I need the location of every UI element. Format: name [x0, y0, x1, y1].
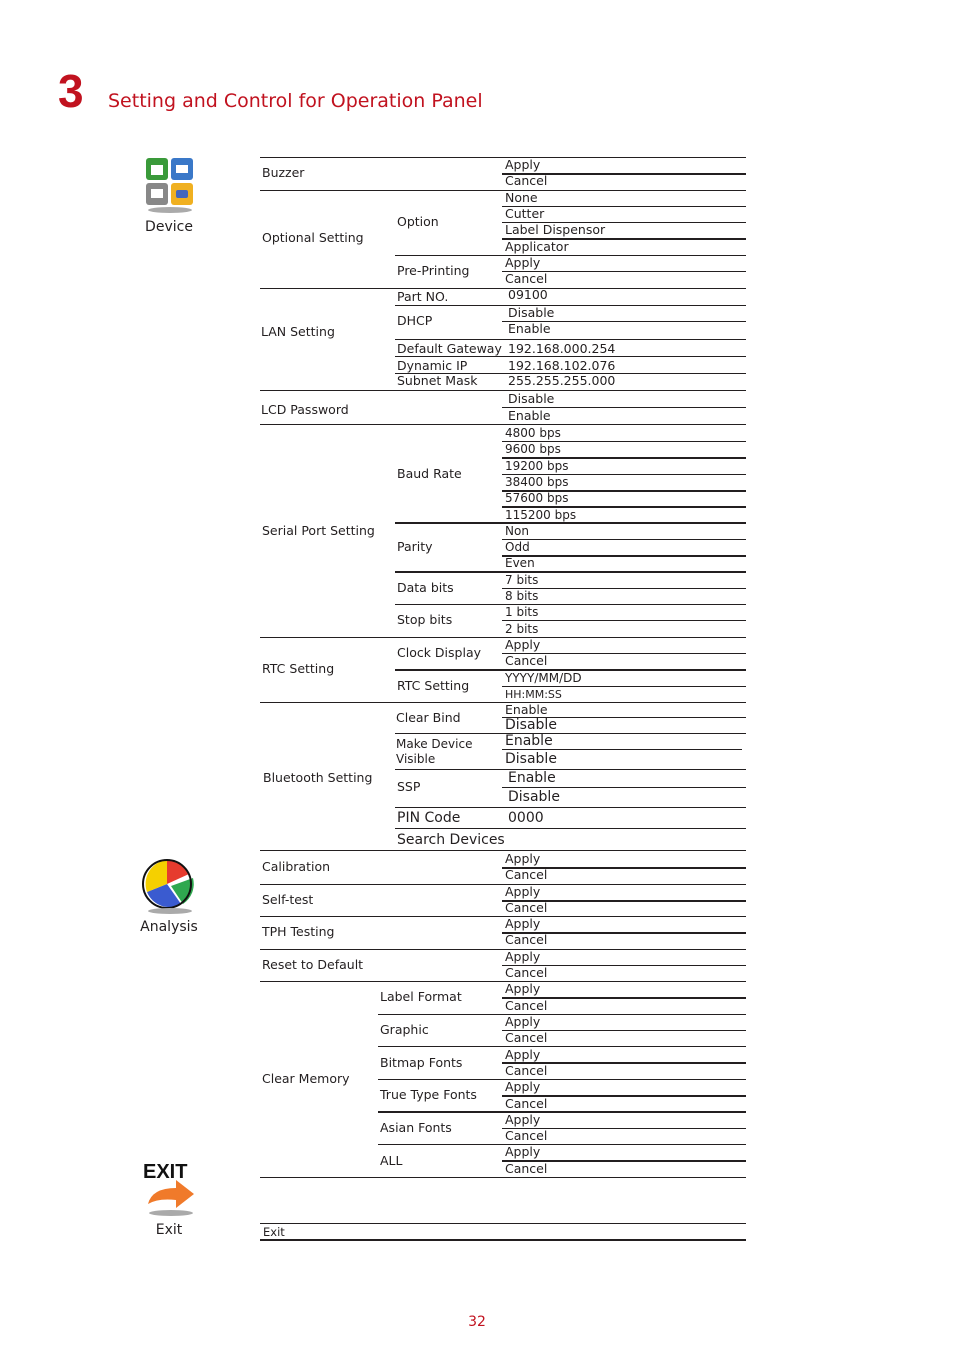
graphic-cancel[interactable]: Cancel [505, 1030, 548, 1045]
stop-bits-label: Stop bits [397, 612, 453, 627]
dhcp-enable[interactable]: Enable [508, 321, 551, 336]
device-icon [145, 157, 195, 213]
stop-2bits[interactable]: 2 bits [505, 622, 539, 636]
label-format-cancel[interactable]: Cancel [505, 998, 548, 1013]
pin-code-label: PIN Code [397, 810, 461, 826]
preprinting-cancel[interactable]: Cancel [505, 271, 548, 286]
baud-rate-label: Baud Rate [397, 466, 462, 481]
subnet-mask-label: Subnet Mask [397, 373, 478, 388]
baud-19200[interactable]: 19200 bps [505, 459, 569, 473]
dynamic-ip-value: 192.168.102.076 [508, 358, 616, 373]
rtc-setting-label: RTC Setting [262, 661, 335, 676]
dynamic-ip-label: Dynamic IP [397, 358, 468, 373]
all-apply[interactable]: Apply [505, 1144, 541, 1159]
asian-cancel[interactable]: Cancel [505, 1128, 548, 1143]
reset-cancel[interactable]: Cancel [505, 965, 548, 980]
clear-bind-enable[interactable]: Enable [505, 702, 548, 717]
reset-apply[interactable]: Apply [505, 949, 541, 964]
tph-testing-label: TPH Testing [262, 924, 335, 939]
clock-display-label: Clock Display [397, 645, 482, 660]
buzzer-cancel[interactable]: Cancel [505, 173, 548, 188]
exit-label: Exit [155, 1222, 183, 1238]
chapter-title: Setting and Control for Operation Panel [108, 90, 483, 112]
asian-apply[interactable]: Apply [505, 1112, 541, 1127]
pin-code-value: 0000 [508, 810, 544, 826]
reset-default-label: Reset to Default [262, 957, 364, 972]
clear-bind-label: Clear Bind [396, 710, 461, 725]
dhcp-disable[interactable]: Disable [508, 305, 555, 320]
clear-bind-disable[interactable]: Disable [505, 717, 557, 733]
visible-disable[interactable]: Disable [505, 751, 557, 767]
exit-sign-text: EXIT [143, 1161, 188, 1183]
tph-cancel[interactable]: Cancel [505, 932, 548, 947]
lcd-enable[interactable]: Enable [508, 408, 551, 423]
baud-38400[interactable]: 38400 bps [505, 475, 569, 489]
label-format-apply[interactable]: Apply [505, 981, 541, 996]
buzzer-apply[interactable]: Apply [505, 157, 541, 172]
ssp-enable[interactable]: Enable [508, 770, 556, 786]
subnet-mask-value: 255.255.255.000 [508, 373, 616, 388]
option-label-dispensor[interactable]: Label Dispensor [505, 222, 606, 237]
lan-setting-label: LAN Setting [261, 324, 335, 339]
page-number: 32 [468, 1314, 486, 1330]
truetype-apply[interactable]: Apply [505, 1079, 541, 1094]
data-7bits[interactable]: 7 bits [505, 573, 539, 587]
self-test-label: Self-test [262, 892, 314, 907]
rtc-setting-sub-label: RTC Setting [397, 678, 470, 693]
calibration-apply[interactable]: Apply [505, 851, 541, 866]
calibration-cancel[interactable]: Cancel [505, 867, 548, 882]
serial-port-label: Serial Port Setting [262, 523, 375, 538]
graphic-apply[interactable]: Apply [505, 1014, 541, 1029]
buzzer-label: Buzzer [262, 165, 305, 180]
chapter-number: 3 [58, 65, 84, 117]
part-no-label: Part NO. [397, 289, 449, 304]
option-cutter[interactable]: Cutter [505, 206, 545, 221]
bitmap-fonts-label: Bitmap Fonts [380, 1055, 463, 1070]
make-visible-label-1: Make Device [396, 737, 473, 751]
parity-even[interactable]: Even [505, 556, 535, 570]
lcd-password-label: LCD Password [261, 402, 349, 417]
graphic-label: Graphic [380, 1022, 429, 1037]
analysis-label: Analysis [140, 919, 198, 935]
part-no-value: 09100 [508, 287, 548, 302]
preprinting-label: Pre-Printing [397, 263, 470, 278]
make-visible-label-2: Visible [396, 752, 436, 766]
ssp-label: SSP [397, 779, 421, 794]
exit-item[interactable]: Exit [263, 1225, 285, 1239]
true-type-fonts-label: True Type Fonts [380, 1087, 477, 1102]
optional-setting-label: Optional Setting [262, 230, 364, 245]
visible-enable[interactable]: Enable [505, 733, 553, 749]
clock-cancel[interactable]: Cancel [505, 653, 548, 668]
rtc-date-format[interactable]: YYYY/MM/DD [505, 671, 582, 685]
bitmap-cancel[interactable]: Cancel [505, 1063, 548, 1078]
all-cancel[interactable]: Cancel [505, 1161, 548, 1176]
self-test-apply[interactable]: Apply [505, 884, 541, 899]
self-test-cancel[interactable]: Cancel [505, 900, 548, 915]
gateway-value: 192.168.000.254 [508, 341, 616, 356]
all-label: ALL [380, 1153, 403, 1168]
label-format-label: Label Format [380, 989, 462, 1004]
gateway-label: Default Gateway [397, 341, 502, 356]
device-label: Device [145, 219, 193, 235]
asian-fonts-label: Asian Fonts [380, 1120, 452, 1135]
bitmap-apply[interactable]: Apply [505, 1047, 541, 1062]
search-devices-item[interactable]: Search Devices [397, 832, 505, 848]
baud-115200[interactable]: 115200 bps [505, 508, 577, 522]
data-bits-label: Data bits [397, 580, 454, 595]
option-applicator[interactable]: Applicator [505, 239, 569, 254]
truetype-cancel[interactable]: Cancel [505, 1096, 548, 1111]
parity-non[interactable]: Non [505, 524, 529, 538]
ssp-disable[interactable]: Disable [508, 789, 560, 805]
analysis-pie-icon [143, 858, 197, 914]
tph-apply[interactable]: Apply [505, 916, 541, 931]
parity-label: Parity [397, 539, 433, 554]
lcd-disable[interactable]: Disable [508, 391, 555, 406]
clear-memory-label: Clear Memory [262, 1071, 350, 1086]
baud-57600[interactable]: 57600 bps [505, 491, 569, 505]
preprinting-apply[interactable]: Apply [505, 255, 541, 270]
baud-9600[interactable]: 9600 bps [505, 442, 561, 456]
calibration-label: Calibration [262, 859, 331, 874]
baud-4800[interactable]: 4800 bps [505, 426, 561, 440]
option-none[interactable]: None [505, 190, 538, 205]
clock-apply[interactable]: Apply [505, 637, 541, 652]
option-label: Option [397, 214, 439, 229]
parity-odd[interactable]: Odd [505, 540, 530, 554]
data-8bits[interactable]: 8 bits [505, 589, 539, 603]
exit-arrow-icon [146, 1178, 196, 1216]
stop-1bits[interactable]: 1 bits [505, 605, 539, 619]
dhcp-label: DHCP [397, 313, 433, 328]
bluetooth-setting-label: Bluetooth Setting [263, 770, 373, 785]
rtc-time-format[interactable]: HH:MM:SS [505, 688, 562, 701]
